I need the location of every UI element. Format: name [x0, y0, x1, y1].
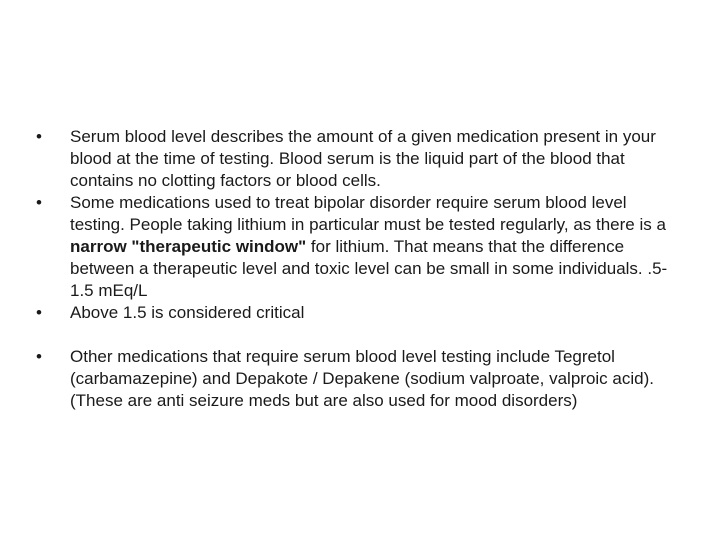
slide-body — [36, 126, 686, 412]
therapeutic-window-emphasis: narrow "therapeutic window" — [70, 237, 307, 256]
bullet-icon: • — [36, 347, 42, 366]
bullet-item-lithium-testing — [36, 192, 686, 302]
bullet-text-after: for lithium. That means that the difference between a therapeutic level and toxic level can be small in some individuals. .5-1.5 mEq/L — [70, 237, 668, 300]
bullet-text-before: Some medications used to treat bipolar disorder require serum blood level testing. People taking lithium in particular must be tested regularly, as there is a — [70, 193, 666, 234]
bullet-text: Above 1.5 is considered critical — [70, 303, 305, 322]
bullet-item-serum-definition — [36, 126, 686, 192]
bullet-text: Other medications that require serum blood level testing include Tegretol (carbamazepine) and Depakote / Depakene (sodium valproate, valproic acid). (These are anti seizure meds but are also used for mood disorders) — [70, 347, 654, 410]
bullet-icon: • — [36, 303, 42, 322]
bullet-icon: • — [36, 127, 42, 146]
bullet-text: Serum blood level describes the amount of a given medication present in your blood at the time of testing. Blood serum is the liquid part of the blood that contains no clotting factors or blood cells. — [70, 127, 656, 190]
bullet-item-critical-level — [36, 302, 686, 324]
bullet-icon: • — [36, 193, 42, 212]
bullet-item-other-medications — [36, 346, 686, 412]
bullet-list — [36, 126, 686, 412]
